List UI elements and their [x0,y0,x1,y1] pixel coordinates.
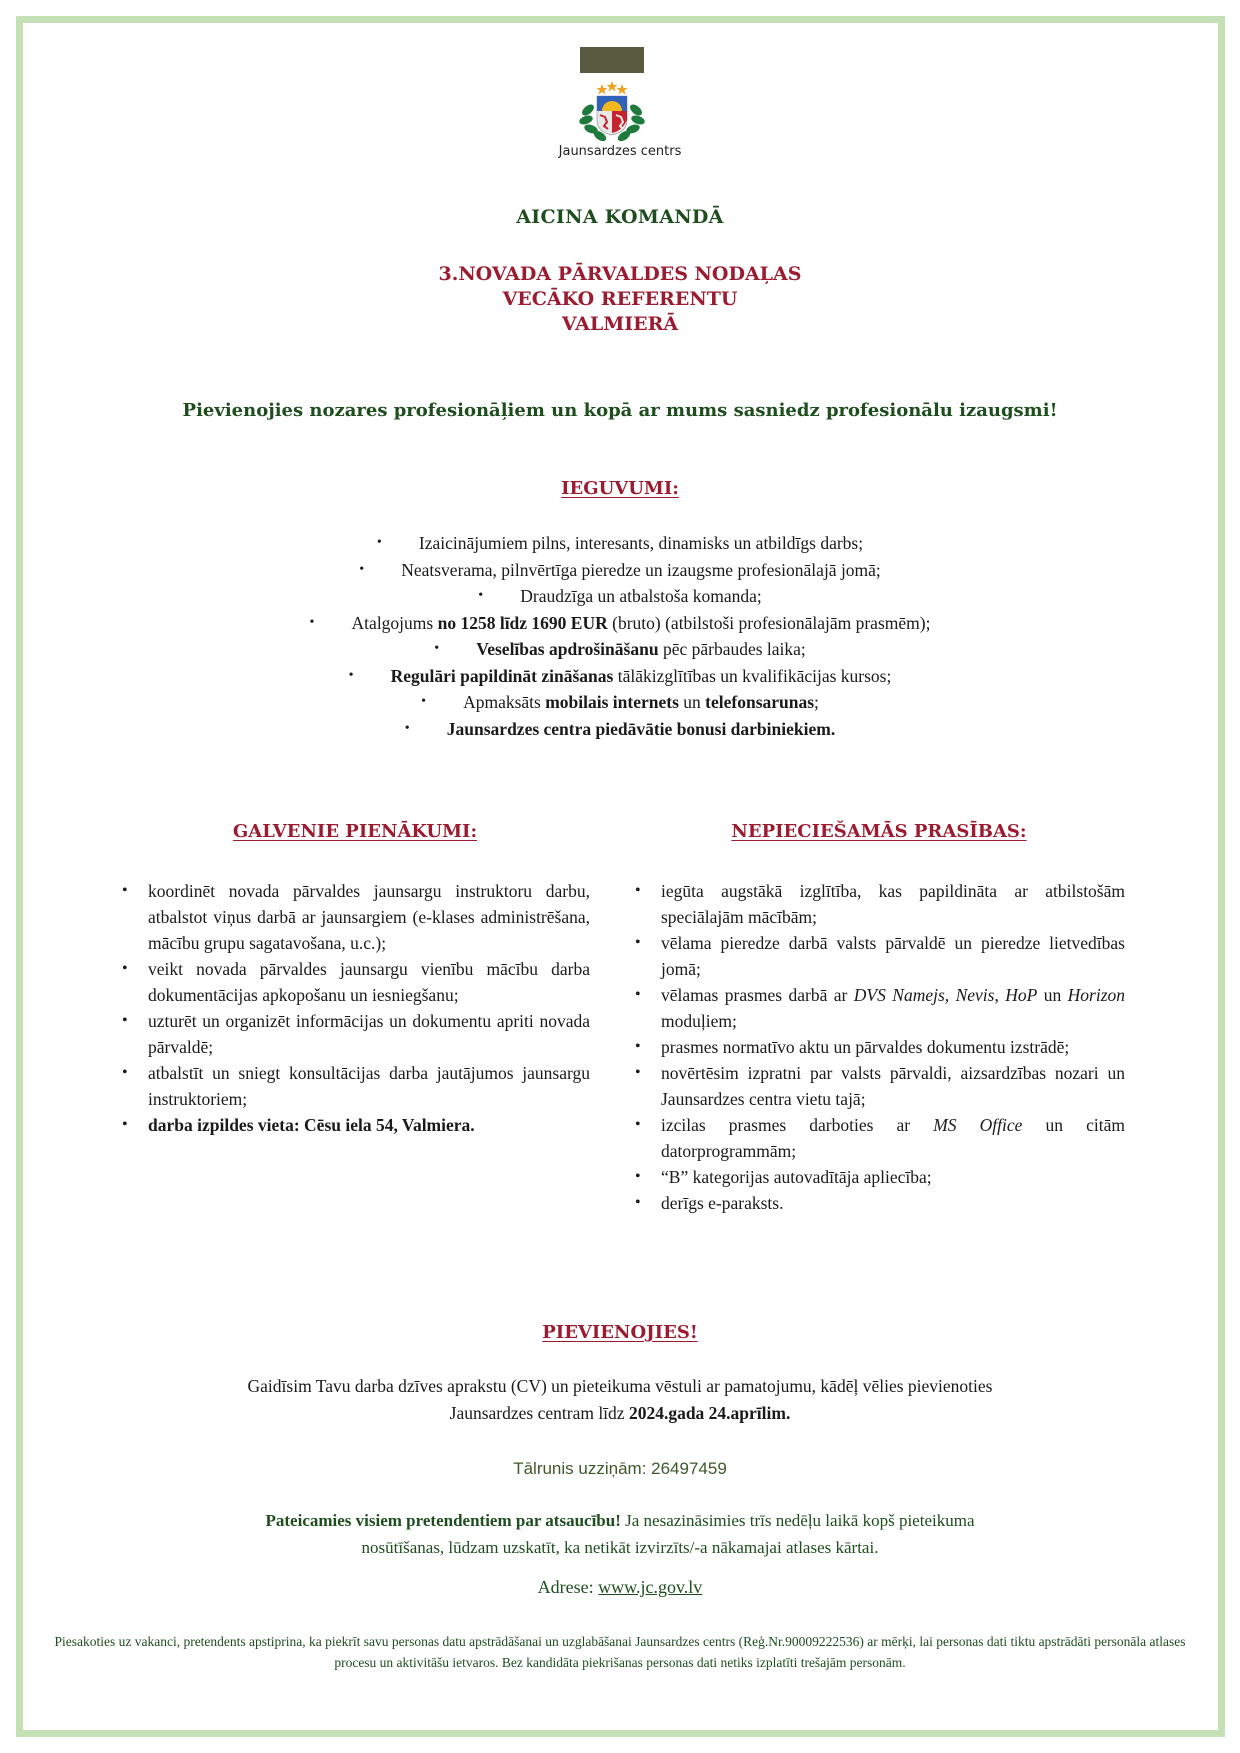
requirement-item [633,1060,1125,1112]
text: Atalgojums [351,612,438,633]
benefit-text [391,663,892,690]
bullet-icon: • [478,588,484,603]
requirements-list [633,878,1125,1216]
benefit-text [352,610,931,637]
text: un [678,692,706,712]
apply-text-line [0,1400,1240,1427]
text: “B” kategorijas autovadītāja apliecība; [661,1167,932,1187]
duty-item [120,1008,590,1060]
phone-line [0,1459,1240,1479]
bold-text: telefonsarunas [705,692,815,712]
text: Draudzīga un atbalstoša komanda; [520,586,762,606]
logo-caption: Jaunsardzes centrs [558,144,682,159]
position-title-line: VALMIERĀ [561,313,679,335]
requirement-item [633,1164,1125,1190]
benefit-item [0,663,1240,690]
benefit-item [0,557,1240,584]
benefit-text [419,530,863,557]
requirements-heading: NEPIECIEŠAMĀS PRASĪBAS: [731,821,1027,842]
apply-heading: PIEVIENOJIES! [542,1322,698,1343]
thanks-bold: Pateicamies visiem pretendentiem par atsaucību! [265,1511,621,1530]
italic-text: HoP [1005,985,1038,1005]
apply-text-prefix: Jaunsardzes centram līdz [449,1403,629,1423]
benefit-item [0,716,1240,743]
text: vēlamas prasmes darbā ar [661,985,854,1005]
bold-text: Jaunsardzes centra piedāvātie bonusi darbiniekiem. [446,718,836,739]
latvia-coat-of-arms-icon [578,80,646,142]
logo-bar [580,47,644,73]
text: (bruto) (atbilstoši profesionālajām prasmēm); [607,612,931,633]
text: Neatsverama, pilnvērtīga pieredze un izaugsme profesionālajā jomā; [401,559,881,580]
thanks-line [0,1507,1240,1534]
benefit-item [0,610,1240,637]
requirement-item [633,982,1125,1034]
text: uzturēt un organizēt informācijas un dokumentu apriti novada pārvaldē; [148,1011,590,1057]
bullet-icon: • [348,667,354,683]
benefit-text [401,557,881,584]
duties-list-container [120,878,590,1138]
benefit-item [0,583,1240,610]
benefit-text [447,716,835,743]
text: tālākizglītības un kvalifikācijas kursos; [613,665,892,686]
requirement-item [633,878,1125,930]
bold-text: darba izpildes vieta: Cēsu iela 54, Valmiera. [148,1115,475,1135]
text: un [1037,985,1068,1005]
thanks-line: nosūtīšanas, lūdzam uzskatīt, ka netikāt izvirzīts/-a nākamajai atlases kārtai. [361,1538,879,1557]
thanks-rest: Ja nesazināsimies trīs nedēļu laikā kopš pieteikuma [620,1511,975,1530]
benefit-item [0,530,1240,557]
benefits-list [0,530,1240,742]
invite-heading: AICINA KOMANDĀ [516,206,724,228]
position-title [0,262,1240,337]
website-link[interactable]: www.jc.gov.lv [598,1577,703,1597]
duty-item [120,1112,590,1138]
requirement-item [633,1034,1125,1060]
apply-text [0,1373,1240,1427]
text: ; [814,692,819,712]
duties-heading: GALVENIE PIENĀKUMI: [232,821,478,842]
bullet-icon: • [376,535,382,550]
bold-text: no 1258 līdz 1690 EUR [437,612,608,633]
benefit-text [463,689,819,716]
text: Apmaksāts [463,692,546,712]
bullet-icon: • [434,641,440,656]
requirement-item [633,1112,1125,1164]
bullet-icon: • [404,720,410,736]
slogan: Pievienojies nozares profesionāļiem un kopā ar mums sasniedz profesionālu izaugsmi! [182,400,1058,421]
bold-text: mobilais internets [545,692,679,712]
thanks-text [0,1507,1240,1561]
benefits-heading: IEGUVUMI: [561,478,679,499]
text: pēc pārbaudes laika; [658,639,806,659]
italic-text: Horizon [1067,985,1126,1005]
benefit-item [0,689,1240,716]
position-title-line: 3.NOVADA PĀRVALDES NODAĻAS [438,263,802,285]
position-title-line: VECĀKO REFERENTU [502,288,738,310]
duty-item [120,956,590,1008]
text: izcilas prasmes darboties ar [661,1115,934,1135]
apply-deadline: 2024.gada 24.aprīlim. [628,1403,791,1423]
benefit-text [520,583,762,610]
privacy-notice: Piesakoties uz vakanci, pretendents apstiprina, ka piekrīt savu personas datu apstrādāšanai un uzglabāšanai Jaunsardzes centrs (Reģ.Nr.90009222536) ar mērķi, lai personas dati tiktu apstrādāti personāla atlases procesu un aktivitāšu ietvaros. Bez kandidāta piekrišanas personas dati netiks izplatīti trešajām personām. [54,1634,1186,1670]
apply-text-line: Gaidīsim Tavu darba dzīves aprakstu (CV) un pieteikuma vēstuli ar pamatojumu, kādēļ vēlies pievienoties [247,1376,993,1396]
text: atbalstīt un sniegt konsultācijas darba jautājumos jaunsargu instruktoriem; [148,1063,590,1109]
duties-list [120,878,590,1138]
bullet-icon: • [421,694,426,709]
bold-text: Regulāri papildināt zināšanas [390,665,614,686]
address-label: Adrese: [537,1577,599,1597]
requirement-item [633,930,1125,982]
text: vēlama pieredze darbā valsts pārvaldē un pieredze lietvedības jomā; [661,933,1125,979]
phone-number: 26497459 [651,1459,727,1478]
text: novērtēsim izpratni par valsts pārvaldi, aizsardzības nozari un Jaunsardzes centra vietu tajā; [661,1063,1125,1109]
italic-text: Nevis [955,985,995,1005]
bullet-icon: • [359,561,365,577]
address-line [0,1577,1240,1598]
text: veikt novada pārvaldes jaunsargu vienību mācību darba dokumentācijas apkopošanu un iesniegšanu; [148,959,590,1005]
text: Izaicinājumiem pilns, interesants, dinamisks un atbildīgs darbs; [418,533,864,553]
text: prasmes normatīvo aktu un pārvaldes dokumentu izstrādē; [661,1037,1070,1057]
requirements-list-container [633,878,1125,1216]
phone-label: Tālrunis uzziņām: [513,1459,652,1478]
benefit-item [0,636,1240,663]
text: , [944,985,956,1005]
text: un citām datorprogrammām; [661,1115,1126,1161]
requirement-item [633,1190,1125,1216]
duty-item [120,878,590,956]
italic-text: DVS Namejs [853,985,945,1005]
text: moduļiem; [661,1011,737,1031]
benefit-text [476,636,806,663]
duty-item [120,1060,590,1112]
text: koordinēt novada pārvaldes jaunsargu instruktoru darbu, atbalstot viņus darbā ar jaunsargiem (e-klases administrēšana, mācību grupu sagatavošana, u.c.); [148,881,590,953]
bold-text: Veselības apdrošināšanu [476,639,659,659]
italic-text: MS Office [933,1115,1023,1135]
text: , [994,985,1006,1005]
text: derīgs e-paraksts. [661,1193,784,1213]
text: iegūta augstākā izglītība, kas papildināta ar atbilstošām speciālajām mācībām; [661,881,1125,927]
bullet-icon: • [309,614,315,630]
